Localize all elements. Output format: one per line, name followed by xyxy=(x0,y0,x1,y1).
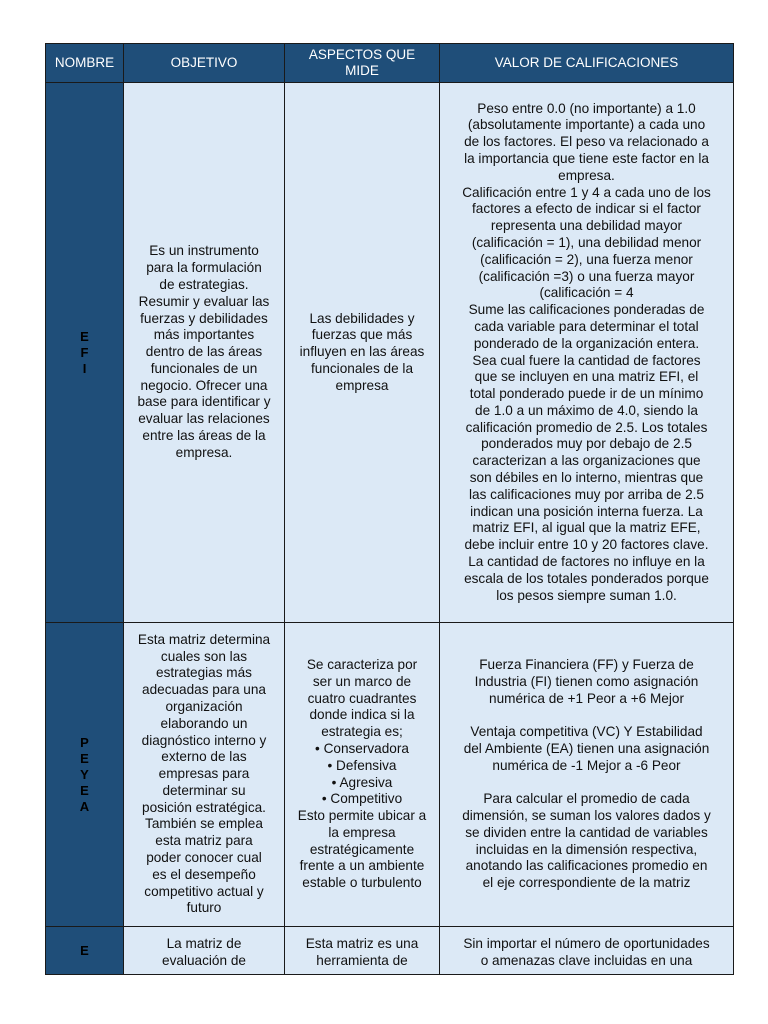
cell-valor-e xyxy=(440,927,734,975)
table-row-efi xyxy=(46,83,734,623)
header-valor: VALOR DE CALIFICACIONES xyxy=(440,44,734,83)
row-name-efi: E F I xyxy=(46,83,124,623)
header-nombre: NOMBRE xyxy=(46,44,124,83)
cell-objetivo-efi: Es un instrumento para la formulación de estrategias. Resumir y evaluar las fuerzas y debilidades más importantes dentro de las áreas funcionales de un negocio. Ofrecer una base para identificar y evaluar las relaciones entre las áreas de la empresa. xyxy=(124,83,285,623)
cell-objetivo-e-text: La matriz de evaluación de xyxy=(162,936,246,968)
row-name-e: E xyxy=(46,927,124,975)
cell-aspectos-peyea: Se caracteriza por ser un marco de cuatro cuadrantes donde indica si la estrategia es; • Conservadora • Defensiva • Agresiva • Competitivo Esto permite ubicar a la empresa estratégicamente frente a un ambiente estable o turbulento xyxy=(285,623,440,927)
header-objetivo: OBJETIVO xyxy=(124,44,285,83)
matrices-table xyxy=(45,43,734,975)
header-row xyxy=(46,44,734,83)
header-aspectos: ASPECTOS QUE MIDE xyxy=(285,44,440,83)
cell-valor-efi: Peso entre 0.0 (no importante) a 1.0 (absolutamente importante) a cada uno de los factores. El peso va relacionado a la importancia que tiene este factor en la empresa. Calificación entre 1 y 4 a cada uno de los factores a efecto de indicar si el factor representa una debilidad mayor (calificación = 1), una debilidad menor (calificación = 2), una fuerza menor (calificación =3) o una fuerza mayor (calificación = 4 Sume las calificaciones ponderadas de cada variable para determinar el total ponderado de la organización entera. Sea cual fuere la cantidad de factores que se incluyen en una matriz EFI, el total ponderado puede ir de un mínimo de 1.0 a un máximo de 4.0, siendo la calificación promedio de 2.5. Los totales ponderados muy por debajo de 2.5 caracterizan a las organizaciones que son débiles en lo interno, mientras que las calificaciones muy por arriba de 2.5 indican una posición interna fuerza. La matriz EFI, al igual que la matriz EFE, debe incluir entre 10 y 20 factores clave. La cantidad de factores no influye en la escala de los totales ponderados porque los pesos siempre suman 1.0. xyxy=(440,83,734,623)
cell-valor-peyea: Fuerza Financiera (FF) y Fuerza de Industria (FI) tienen como asignación numérica de +1 Peor a +6 Mejor Ventaja competitiva (VC) Y Estabilidad del Ambiente (EA) tienen una asignación numérica de -1 Mejor a -6 Peor Para calcular el promedio de cada dimensión, se suman los valores dados y se dividen entre la cantidad de variables incluidas en la dimensión respectiva, anotando las calificaciones promedio en el eje correspondiente de la matriz xyxy=(440,623,734,927)
row-name-peyea: P E Y E A xyxy=(46,623,124,927)
table-row-e xyxy=(46,927,734,975)
cell-objetivo-peyea: Esta matriz determina cuales son las estrategias más adecuadas para una organización elaborando un diagnóstico interno y externo de las empresas para determinar su posición estratégica. También se emplea esta matriz para poder conocer cual es el desempeño competitivo actual y futuro xyxy=(124,623,285,927)
cell-objetivo-e xyxy=(124,927,285,975)
cell-aspectos-e-text: Esta matriz es una herramienta de xyxy=(305,936,419,968)
table-row-peyea xyxy=(46,623,734,927)
cell-valor-e-text: Sin importar el número de oportunidades o amenazas clave incluidas en una xyxy=(463,936,710,968)
cell-aspectos-e xyxy=(285,927,440,975)
cell-aspectos-efi: Las debilidades y fuerzas que más influyen en las áreas funcionales de la empresa xyxy=(285,83,440,623)
